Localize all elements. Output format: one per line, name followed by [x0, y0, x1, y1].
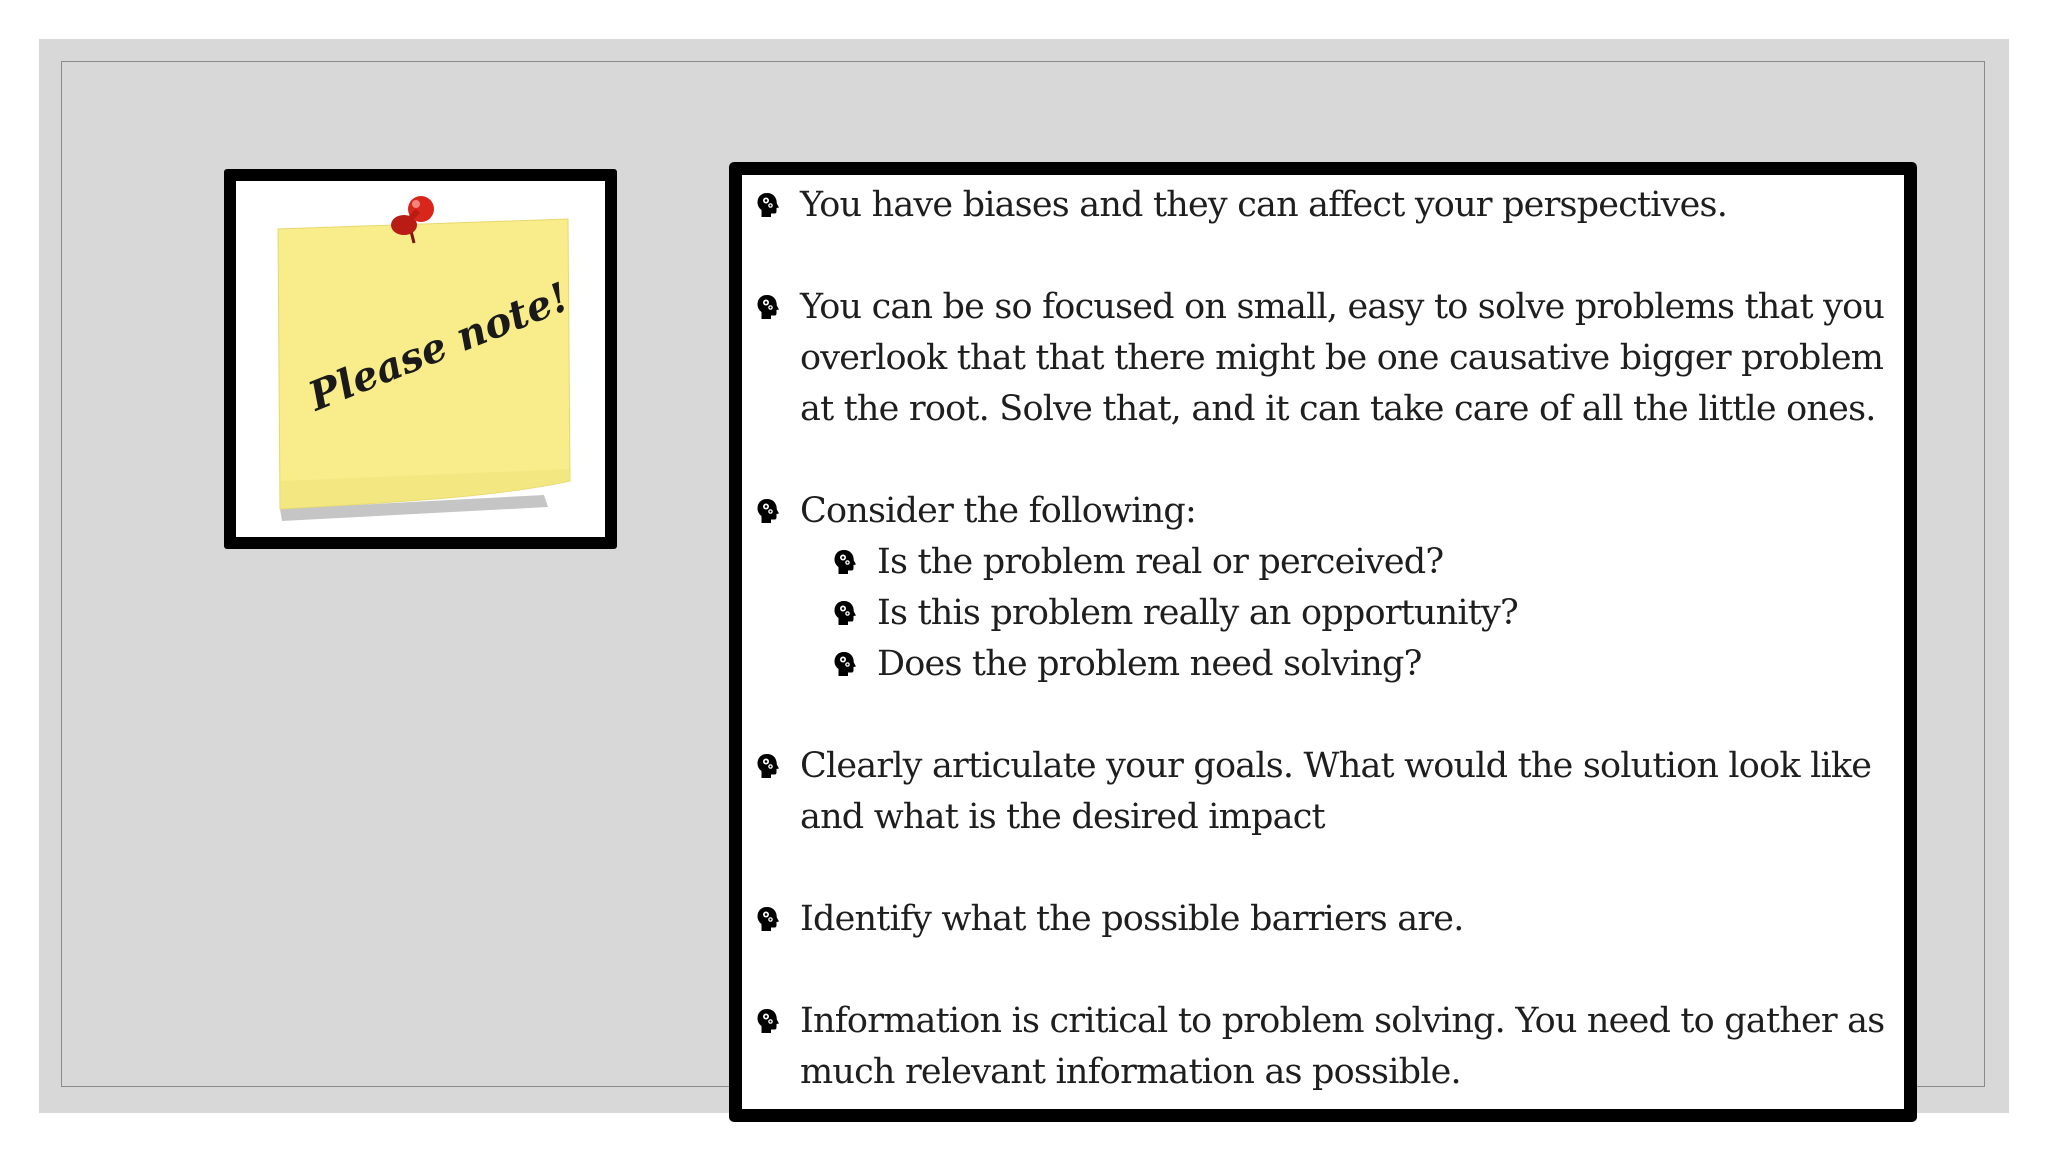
bullet-text: You have biases and they can affect your perspectives.	[800, 185, 1728, 225]
head-gears-icon	[756, 1008, 780, 1034]
head-gears-icon	[756, 498, 780, 524]
sticky-note-text: Please note!	[302, 273, 576, 421]
sticky-note-image	[236, 181, 605, 537]
content-panel	[729, 162, 1917, 1122]
list-item	[756, 996, 1890, 1098]
sub-list-item	[833, 537, 1890, 588]
sub-bullet-list	[800, 537, 1890, 690]
sub-list-item	[833, 639, 1890, 690]
head-gears-icon	[833, 600, 857, 626]
head-gears-icon	[756, 192, 780, 218]
sub-list-item	[833, 588, 1890, 639]
head-gears-icon	[756, 906, 780, 932]
sub-bullet-text: Is the problem real or perceived?	[877, 542, 1444, 582]
list-item	[756, 180, 1890, 231]
bullet-text: You can be so focused on small, easy to solve problems that you overlook that that there might be one causative bigger problem at the root. Solve that, and it can take care of all the little ones.	[800, 287, 1885, 429]
list-item	[756, 486, 1890, 690]
list-item	[756, 894, 1890, 945]
sticky-note-frame	[224, 169, 617, 549]
slide	[39, 39, 2009, 1113]
bullet-text: Consider the following:	[800, 491, 1196, 531]
head-gears-icon	[833, 549, 857, 575]
head-gears-icon	[756, 294, 780, 320]
head-gears-icon	[756, 753, 780, 779]
sub-bullet-text: Is this problem really an opportunity?	[877, 593, 1518, 633]
bullet-text: Clearly articulate your goals. What would the solution look like and what is the desired impact	[800, 746, 1872, 837]
bullet-text: Information is critical to problem solving. You need to gather as much relevant information as possible.	[800, 1001, 1885, 1092]
sub-bullet-text: Does the problem need solving?	[877, 644, 1422, 684]
bullet-list	[756, 180, 1890, 1098]
list-item	[756, 741, 1890, 843]
head-gears-icon	[833, 651, 857, 677]
bullet-text: Identify what the possible barriers are.	[800, 899, 1464, 939]
list-item	[756, 282, 1890, 435]
